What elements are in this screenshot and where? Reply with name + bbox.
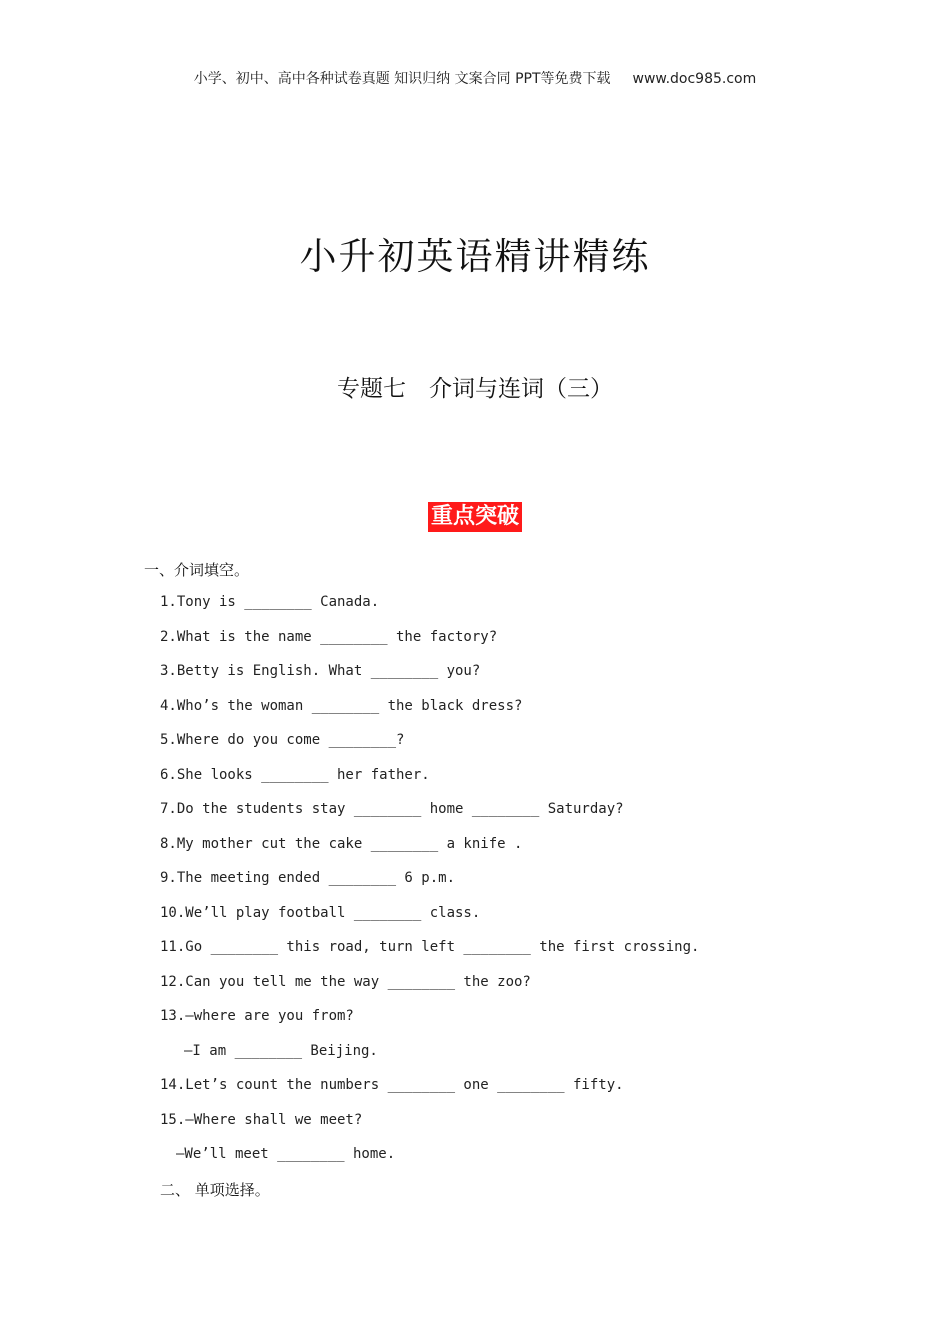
question-15: 15.—Where shall we meet? (160, 1112, 363, 1128)
question-6: 6.She looks ________ her father. (160, 767, 430, 783)
question-4: 4.Who’s the woman ________ the black dress? (160, 698, 523, 714)
question-8: 8.My mother cut the cake ________ a knife . (160, 836, 523, 852)
page-header (0, 68, 950, 88)
question-13: 13.—where are you from? (160, 1008, 354, 1024)
question-11: 11.Go ________ this road, turn left ________ the first crossing. (160, 939, 700, 955)
question-14: 14.Let’s count the numbers ________ one ________ fifty. (160, 1077, 624, 1093)
document-subtitle: 专题七 介词与连词（三） (337, 376, 613, 402)
key-points-badge: 重点突破 (428, 502, 522, 532)
document-title: 小升初英语精讲精练 (299, 235, 651, 278)
question-7: 7.Do the students stay ________ home ________ Saturday? (160, 801, 624, 817)
question-12: 12.Can you tell me the way ________ the zoo? (160, 974, 531, 990)
question-1: 1.Tony is ________ Canada. (160, 594, 380, 610)
question-15-answer-line: —We’ll meet ________ home. (176, 1146, 396, 1162)
section-heading-1: 一、介词填空。 (144, 561, 250, 579)
section-heading-2: 二、 单项选择。 (160, 1181, 270, 1199)
question-13-answer-line: —I am ________ Beijing. (184, 1043, 378, 1059)
header-url[interactable]: www.doc985.com (632, 71, 757, 87)
question-10: 10.We’ll play football ________ class. (160, 905, 481, 921)
question-2: 2.What is the name ________ the factory? (160, 629, 498, 645)
badge-container (0, 502, 950, 532)
question-3: 3.Betty is English. What ________ you? (160, 663, 481, 679)
question-5: 5.Where do you come ________? (160, 732, 405, 748)
question-9: 9.The meeting ended ________ 6 p.m. (160, 870, 456, 886)
header-text: 小学、初中、高中各种试卷真题 知识归纳 文案合同 PPT等免费下载 (193, 71, 611, 87)
